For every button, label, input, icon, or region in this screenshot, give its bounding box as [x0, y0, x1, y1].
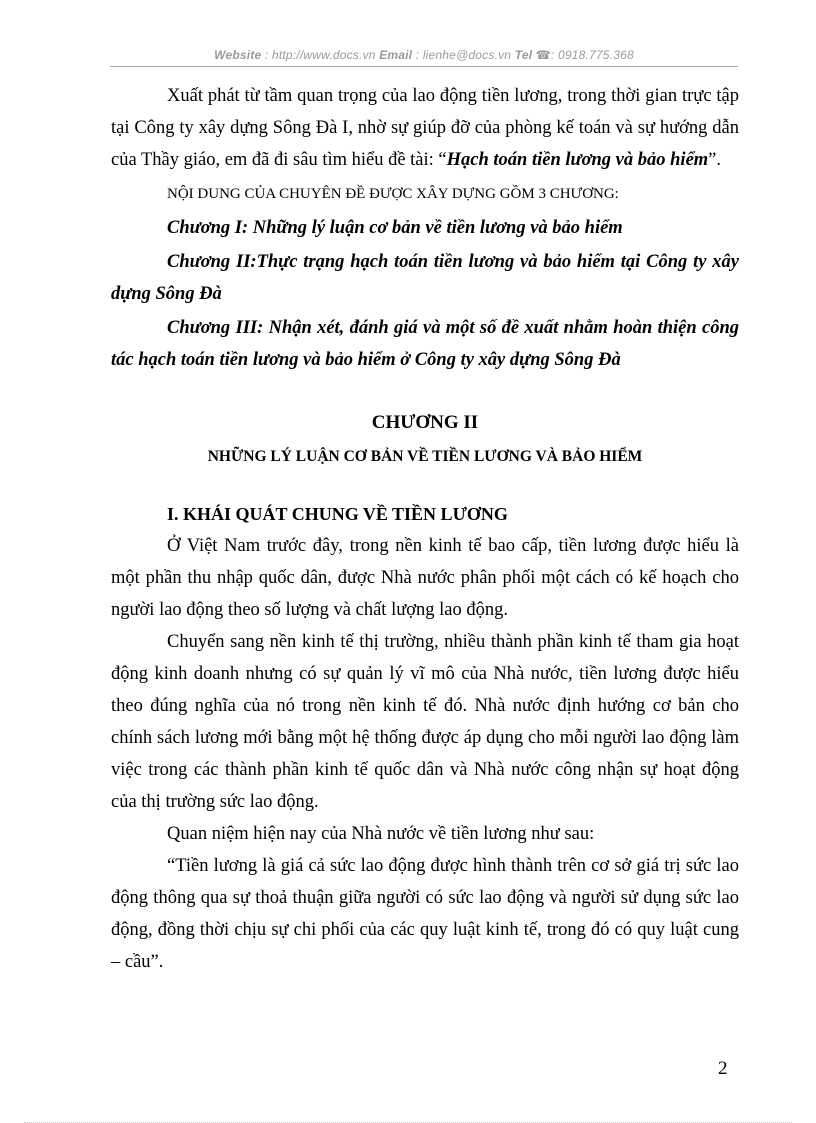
tel-label: Tel: [514, 48, 533, 62]
email-value: : lienhe@docs.vn: [415, 48, 512, 62]
tel-value: : 0918.775.368: [550, 48, 634, 62]
email-label: Email: [379, 48, 413, 62]
website-label: Website: [214, 48, 262, 62]
chapter-3-line: Chương III: Nhận xét, đánh giá và một số đề xuất nhằm hoàn thiện công tác hạch toán tiền lương và bảo hiểm ở Công ty xây dựng Sông Đà: [111, 318, 739, 370]
intro-paragraph: [111, 80, 739, 176]
intro-topic: Hạch toán tiền lương và bảo hiểm: [446, 150, 709, 170]
intro-end: ”.: [708, 150, 722, 170]
website-value: : http://www.docs.vn: [264, 48, 376, 62]
page-number: 2: [718, 1058, 728, 1079]
paragraph-1: Ở Việt Nam trước đây, trong nền kinh tế bao cấp, tiền lương được hiểu là một phần thu nhập quốc dân, được Nhà nước phân phối một cách có kế hoạch cho người lao động theo số lượng và chất lượng lao động.: [111, 536, 739, 620]
paragraph-2: Chuyển sang nền kinh tế thị trường, nhiều thành phần kinh tế tham gia hoạt động kinh doanh nhưng có sự quản lý vĩ mô của Nhà nước, tiền lương được hiểu theo đúng nghĩa của nó trong nền kinh tế đó. Nhà nước định hướng cơ bản cho chính sách lương mới bằng một hệ thống được áp dụng cho mỗi người lao động làm việc trong các thành phần kinh tế quốc dân và Nhà nước công nhận sự hoạt động của thị trường sức lao động.: [111, 632, 739, 812]
section-title: I. KHÁI QUÁT CHUNG VỀ TIỀN LƯƠNG: [167, 504, 508, 524]
chapter-1-line: Chương I: Những lý luận cơ bản về tiền lương và bảo hiểm: [167, 218, 623, 238]
paragraph-3: Quan niệm hiện nay của Nhà nước về tiền lương như sau:: [167, 824, 595, 844]
phone-icon: ☎: [535, 48, 551, 62]
chapter-title: CHƯƠNG II: [371, 412, 479, 433]
page-header: [110, 48, 738, 62]
chapter-subtitle: NHỮNG LÝ LUẬN CƠ BẢN VỀ TIỀN LƯƠNG VÀ BẢO HIỂM: [207, 448, 643, 465]
header-divider: [110, 66, 738, 67]
structure-heading: NỘI DUNG CỦA CHUYÊN ĐỀ ĐƯỢC XÂY DỰNG GỒM 3 CHƯƠNG:: [167, 186, 619, 202]
paragraph-4: “Tiền lương là giá cả sức lao động được hình thành trên cơ sở giá trị sức lao động thông qua sự thoả thuận giữa người có sức lao động và người sử dụng sức lao động, đồng thời chịu sự chi phối của các quy luật kinh tế, trong đó có quy luật cung – cầu”.: [111, 856, 739, 972]
chapter-2-line: Chương II:Thực trạng hạch toán tiền lương và bảo hiểm tại Công ty xây dựng Sông Đà: [111, 252, 739, 304]
page-content: [111, 80, 739, 978]
intro-text: Xuất phát từ tầm quan trọng của lao động tiền lương, trong thời gian trực tập tại Công ty xây dựng Sông Đà I, nhờ sự giúp đỡ của phòng kế toán và sự hướng dẫn của Thầy giáo, em đã đi sâu tìm hiểu đề tài: “: [111, 86, 739, 170]
